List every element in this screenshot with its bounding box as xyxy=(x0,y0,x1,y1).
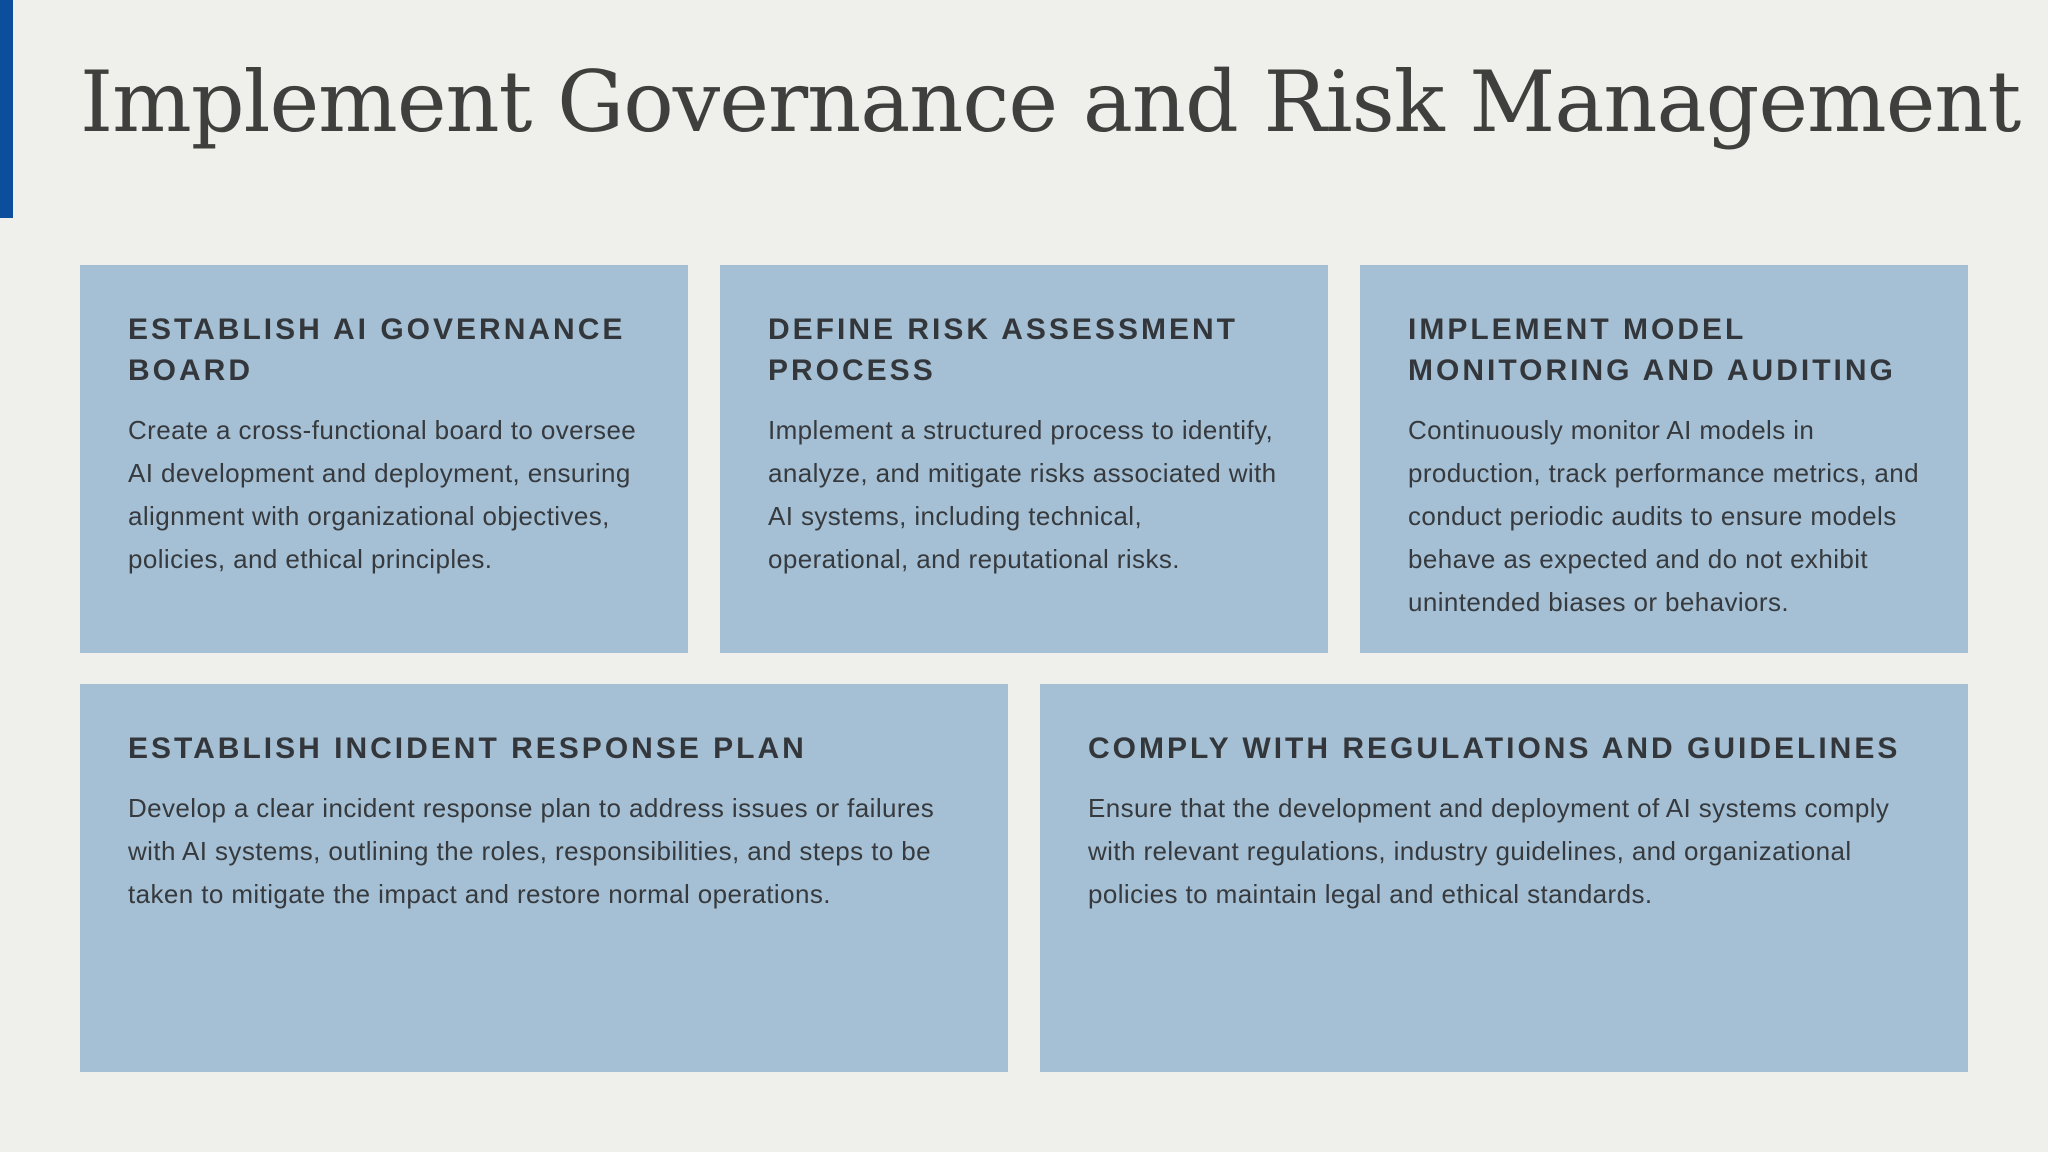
card-text: Implement a structured process to identify, analyze, and mitigate risks associated with AI systems, including technical, operational, and reputational risks. xyxy=(768,415,1277,574)
card-title: IMPLEMENT MODEL MONITORING AND AUDITING xyxy=(1408,313,1896,387)
card-text: Develop a clear incident response plan to address issues or failures with AI systems, outlining the roles, responsibilities, and steps to be taken to mitigate the impact and restore normal operations. xyxy=(128,793,935,909)
card-regulations-compliance xyxy=(1040,684,1968,1072)
card-title: ESTABLISH AI GOVERNANCE BOARD xyxy=(128,313,626,387)
accent-bar xyxy=(0,0,13,218)
page-title: Implement Governance and Risk Management xyxy=(80,53,2021,151)
card-text: Continuously monitor AI models in production, track performance metrics, and conduct periodic audits to ensure models behave as expected and do not exhibit unintended biases or behaviors. xyxy=(1408,415,1920,617)
card-incident-response xyxy=(80,684,1008,1072)
card-text: Create a cross-functional board to oversee AI development and deployment, ensuring alignment with organizational objectives, policies, and ethical principles. xyxy=(128,415,637,574)
card-title: ESTABLISH INCIDENT RESPONSE PLAN xyxy=(128,732,807,765)
card-title: DEFINE RISK ASSESSMENT PROCESS xyxy=(768,313,1238,387)
card-model-monitoring xyxy=(1360,265,1968,653)
card-ai-governance-board xyxy=(80,265,688,653)
card-risk-assessment xyxy=(720,265,1328,653)
card-text: Ensure that the development and deployment of AI systems comply with relevant regulations, industry guidelines, and organizational policies to maintain legal and ethical standards. xyxy=(1088,793,1890,909)
card-title: COMPLY WITH REGULATIONS AND GUIDELINES xyxy=(1088,732,1901,765)
